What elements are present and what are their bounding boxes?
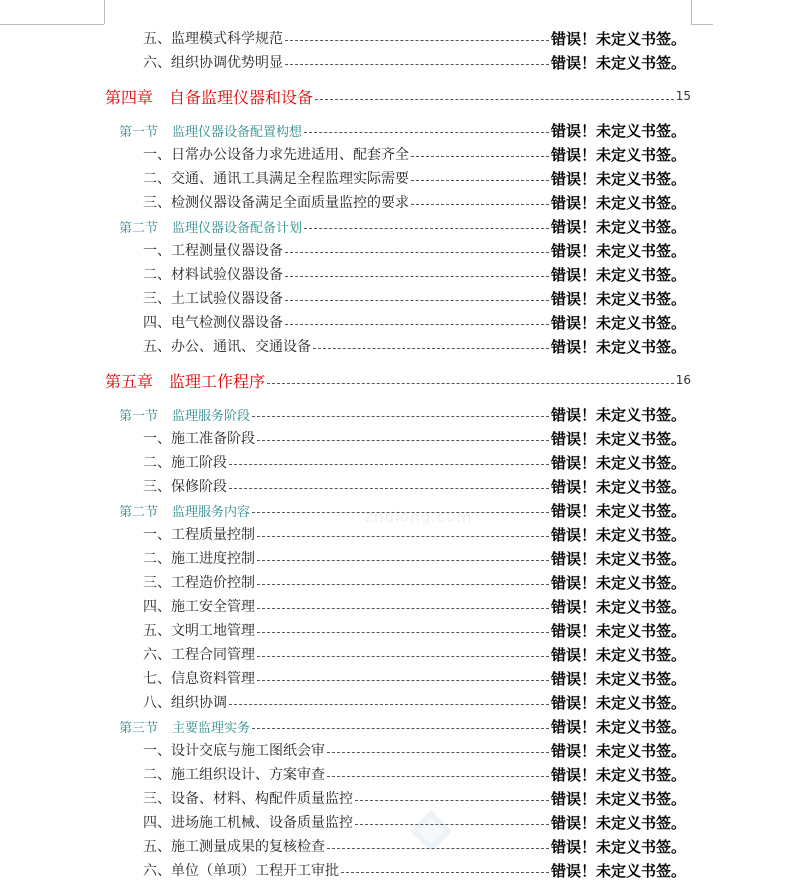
toc-leader-dots bbox=[327, 776, 549, 777]
toc-section-label bbox=[119, 717, 250, 736]
toc-section-title: 主要监理实务 bbox=[172, 720, 251, 736]
toc-item-label: 六、工程合同管理 bbox=[143, 647, 255, 663]
toc-item-label: 五、监理模式科学规范 bbox=[143, 31, 283, 47]
toc-section-title: 监理服务阶段 bbox=[172, 408, 251, 424]
toc-leader-dots bbox=[229, 704, 549, 705]
toc-section-label bbox=[119, 405, 250, 424]
toc-page-ref: 错误！未定义书签。 bbox=[550, 145, 686, 164]
toc-leader-dots bbox=[257, 584, 549, 585]
toc-item-row[interactable] bbox=[143, 570, 686, 594]
toc-item-label: 三、设备、材料、构配件质量监控 bbox=[143, 791, 353, 807]
toc-item-row[interactable] bbox=[143, 142, 686, 166]
toc-leader-dots bbox=[252, 512, 549, 513]
toc-section-number: 第二节 bbox=[119, 504, 159, 520]
toc-leader-dots bbox=[355, 800, 549, 801]
toc-section-title: 监理仪器设备配备计划 bbox=[172, 220, 303, 236]
toc-item-label: 三、工程造价控制 bbox=[143, 575, 255, 591]
toc-leader-dots bbox=[229, 464, 549, 465]
toc-item-label: 一、工程质量控制 bbox=[143, 527, 255, 543]
toc-section-title: 监理仪器设备配置构想 bbox=[172, 124, 303, 140]
toc-item-row[interactable] bbox=[143, 238, 686, 262]
toc-chapter-number: 第五章 bbox=[105, 371, 154, 391]
toc-item-label: 二、施工组织设计、方案审查 bbox=[143, 767, 325, 783]
toc-page-ref: 错误！未定义书签。 bbox=[550, 813, 686, 832]
toc-item-label: 三、检测仪器设备满足全面质量监控的要求 bbox=[143, 195, 409, 211]
toc-section-number: 第三节 bbox=[119, 720, 159, 736]
toc-leader-dots bbox=[341, 872, 549, 873]
toc-item-label: 一、设计交底与施工图纸会审 bbox=[143, 743, 325, 759]
toc-leader-dots bbox=[285, 276, 549, 277]
toc-page-ref: 错误！未定义书签。 bbox=[550, 313, 686, 332]
toc-page-ref: 错误！未定义书签。 bbox=[550, 405, 686, 424]
toc-item-label: 三、保修阶段 bbox=[143, 479, 227, 495]
toc-item-row[interactable] bbox=[143, 26, 686, 50]
toc-item-label: 四、电气检测仪器设备 bbox=[143, 315, 283, 331]
toc-section-title: 监理服务内容 bbox=[172, 504, 251, 520]
toc-page-ref: 错误！未定义书签。 bbox=[550, 741, 686, 760]
toc-page-ref: 错误！未定义书签。 bbox=[550, 861, 686, 880]
toc-section-label bbox=[119, 121, 302, 140]
toc-page-ref: 错误！未定义书签。 bbox=[550, 717, 686, 736]
toc-item-row[interactable] bbox=[143, 738, 686, 762]
toc-page-ref: 错误！未定义书签。 bbox=[550, 789, 686, 808]
toc-leader-dots bbox=[257, 680, 549, 681]
toc-item-label: 四、施工安全管理 bbox=[143, 599, 255, 615]
toc-page-ref: 错误！未定义书签。 bbox=[550, 525, 686, 544]
toc-leader-dots bbox=[411, 156, 549, 157]
toc-page-ref: 错误！未定义书签。 bbox=[550, 289, 686, 308]
toc-section-row[interactable] bbox=[119, 214, 686, 238]
toc-leader-dots bbox=[257, 656, 549, 657]
toc-item-label: 二、施工阶段 bbox=[143, 455, 227, 471]
toc-chapter-number: 第四章 bbox=[105, 87, 154, 107]
toc-item-row[interactable] bbox=[143, 786, 686, 810]
page-margin-mark-right bbox=[691, 24, 713, 25]
toc-leader-dots bbox=[285, 40, 549, 41]
toc-leader-dots bbox=[257, 536, 549, 537]
toc-section-row[interactable] bbox=[119, 402, 686, 426]
toc-item-label: 六、单位（单项）工程开工审批 bbox=[143, 863, 339, 879]
toc-leader-dots bbox=[411, 180, 549, 181]
toc-page-ref: 错误！未定义书签。 bbox=[550, 265, 686, 284]
toc-leader-dots bbox=[304, 132, 549, 133]
toc-leader-dots bbox=[257, 440, 549, 441]
toc-item-row[interactable] bbox=[143, 310, 686, 334]
toc-page-ref: 错误！未定义书签。 bbox=[550, 193, 686, 212]
page-margin-mark-left-v bbox=[104, 0, 105, 24]
toc-section-number: 第一节 bbox=[119, 124, 159, 140]
toc-item-row[interactable] bbox=[143, 50, 686, 74]
toc-item-label: 一、工程测量仪器设备 bbox=[143, 243, 283, 259]
toc-page-ref: 错误！未定义书签。 bbox=[550, 29, 686, 48]
toc-leader-dots bbox=[411, 204, 549, 205]
toc-item-row[interactable] bbox=[143, 762, 686, 786]
toc-chapter-title: 自备监理仪器和设备 bbox=[169, 87, 314, 107]
toc-page-ref: 错误！未定义书签。 bbox=[550, 429, 686, 448]
toc-chapter-label bbox=[105, 85, 313, 108]
toc-item-label: 一、日常办公设备力求先进适用、配套齐全 bbox=[143, 147, 409, 163]
toc-item-row[interactable] bbox=[143, 810, 686, 834]
toc-item-row[interactable] bbox=[143, 166, 686, 190]
toc-leader-dots bbox=[304, 228, 549, 229]
toc-chapter-row[interactable] bbox=[105, 84, 691, 108]
toc-item-label: 二、材料试验仪器设备 bbox=[143, 267, 283, 283]
toc-item-row[interactable] bbox=[143, 618, 686, 642]
toc-chapter-label bbox=[105, 369, 265, 392]
toc-item-row[interactable] bbox=[143, 262, 686, 286]
page-margin-mark-left bbox=[0, 24, 104, 25]
toc-page-ref: 错误！未定义书签。 bbox=[550, 477, 686, 496]
toc-item-row[interactable] bbox=[143, 666, 686, 690]
toc-page-ref: 错误！未定义书签。 bbox=[550, 549, 686, 568]
toc-item-row[interactable] bbox=[143, 190, 686, 214]
toc-item-row[interactable] bbox=[143, 450, 686, 474]
toc-page-ref: 错误！未定义书签。 bbox=[550, 453, 686, 472]
toc-section-row[interactable] bbox=[119, 118, 686, 142]
toc-item-label: 八、组织协调 bbox=[143, 695, 227, 711]
toc-item-row[interactable] bbox=[143, 334, 686, 358]
toc-leader-dots bbox=[355, 824, 549, 825]
toc-item-label: 一、施工准备阶段 bbox=[143, 431, 255, 447]
toc-leader-dots bbox=[313, 348, 549, 349]
toc-item-row[interactable] bbox=[143, 522, 686, 546]
toc-section-label bbox=[119, 501, 250, 520]
toc-item-row[interactable] bbox=[143, 834, 686, 858]
toc-chapter-row[interactable] bbox=[105, 368, 691, 392]
toc-item-label: 二、交通、通讯工具满足全程监理实际需要 bbox=[143, 171, 409, 187]
page-margin-mark-right-v bbox=[691, 0, 692, 24]
toc-page-ref: 15 bbox=[675, 89, 691, 103]
toc-leader-dots bbox=[315, 99, 674, 100]
toc-leader-dots bbox=[257, 632, 549, 633]
toc-item-row[interactable] bbox=[143, 474, 686, 498]
toc-item-row[interactable] bbox=[143, 546, 686, 570]
toc-section-number: 第二节 bbox=[119, 220, 159, 236]
toc-section-number: 第一节 bbox=[119, 408, 159, 424]
toc-item-label: 五、施工测量成果的复核检查 bbox=[143, 839, 325, 855]
toc-item-row[interactable] bbox=[143, 858, 686, 882]
toc-leader-dots bbox=[285, 252, 549, 253]
toc-item-label: 五、办公、通讯、交通设备 bbox=[143, 339, 311, 355]
toc-item-row[interactable] bbox=[143, 286, 686, 310]
toc-page-ref: 错误！未定义书签。 bbox=[550, 241, 686, 260]
toc-page-ref: 错误！未定义书签。 bbox=[550, 573, 686, 592]
toc-item-row[interactable] bbox=[143, 594, 686, 618]
toc-page-ref: 错误！未定义书签。 bbox=[550, 621, 686, 640]
toc-item-label: 三、土工试验仪器设备 bbox=[143, 291, 283, 307]
toc-section-label bbox=[119, 217, 302, 236]
toc-chapter-title: 监理工作程序 bbox=[169, 371, 266, 391]
toc-page-ref: 错误！未定义书签。 bbox=[550, 337, 686, 356]
toc-page-ref: 错误！未定义书签。 bbox=[550, 597, 686, 616]
toc-item-label: 六、组织协调优势明显 bbox=[143, 55, 283, 71]
toc-leader-dots bbox=[285, 324, 549, 325]
toc-page-ref: 错误！未定义书签。 bbox=[550, 645, 686, 664]
toc-leader-dots bbox=[257, 608, 549, 609]
toc-leader-dots bbox=[285, 300, 549, 301]
toc-item-label: 二、施工进度控制 bbox=[143, 551, 255, 567]
toc-leader-dots bbox=[257, 560, 549, 561]
watermark-text: zhulong.com bbox=[365, 508, 473, 526]
toc-item-label: 四、进场施工机械、设备质量监控 bbox=[143, 815, 353, 831]
toc-section-row[interactable] bbox=[119, 498, 686, 522]
toc-item-label: 五、文明工地管理 bbox=[143, 623, 255, 639]
toc-page-ref: 错误！未定义书签。 bbox=[550, 121, 686, 140]
toc-item-row[interactable] bbox=[143, 690, 686, 714]
toc-page-ref: 错误！未定义书签。 bbox=[550, 765, 686, 784]
toc-item-label: 七、信息资料管理 bbox=[143, 671, 255, 687]
toc-leader-dots bbox=[252, 728, 549, 729]
toc-leader-dots bbox=[285, 64, 549, 65]
toc-page-ref: 错误！未定义书签。 bbox=[550, 501, 686, 520]
toc-leader-dots bbox=[252, 416, 549, 417]
toc-leader-dots bbox=[267, 383, 674, 384]
toc-leader-dots bbox=[327, 848, 549, 849]
toc-leader-dots bbox=[229, 488, 549, 489]
toc-item-row[interactable] bbox=[143, 642, 686, 666]
toc-page-ref: 错误！未定义书签。 bbox=[550, 693, 686, 712]
toc-page-ref: 错误！未定义书签。 bbox=[550, 53, 686, 72]
toc-section-row[interactable] bbox=[119, 714, 686, 738]
toc-page-ref: 错误！未定义书签。 bbox=[550, 169, 686, 188]
toc-page-ref: 错误！未定义书签。 bbox=[550, 837, 686, 856]
toc-page-ref: 错误！未定义书签。 bbox=[550, 669, 686, 688]
toc-page-ref: 16 bbox=[675, 373, 691, 387]
toc-page-ref: 错误！未定义书签。 bbox=[550, 217, 686, 236]
toc-item-row[interactable] bbox=[143, 426, 686, 450]
toc-leader-dots bbox=[327, 752, 549, 753]
